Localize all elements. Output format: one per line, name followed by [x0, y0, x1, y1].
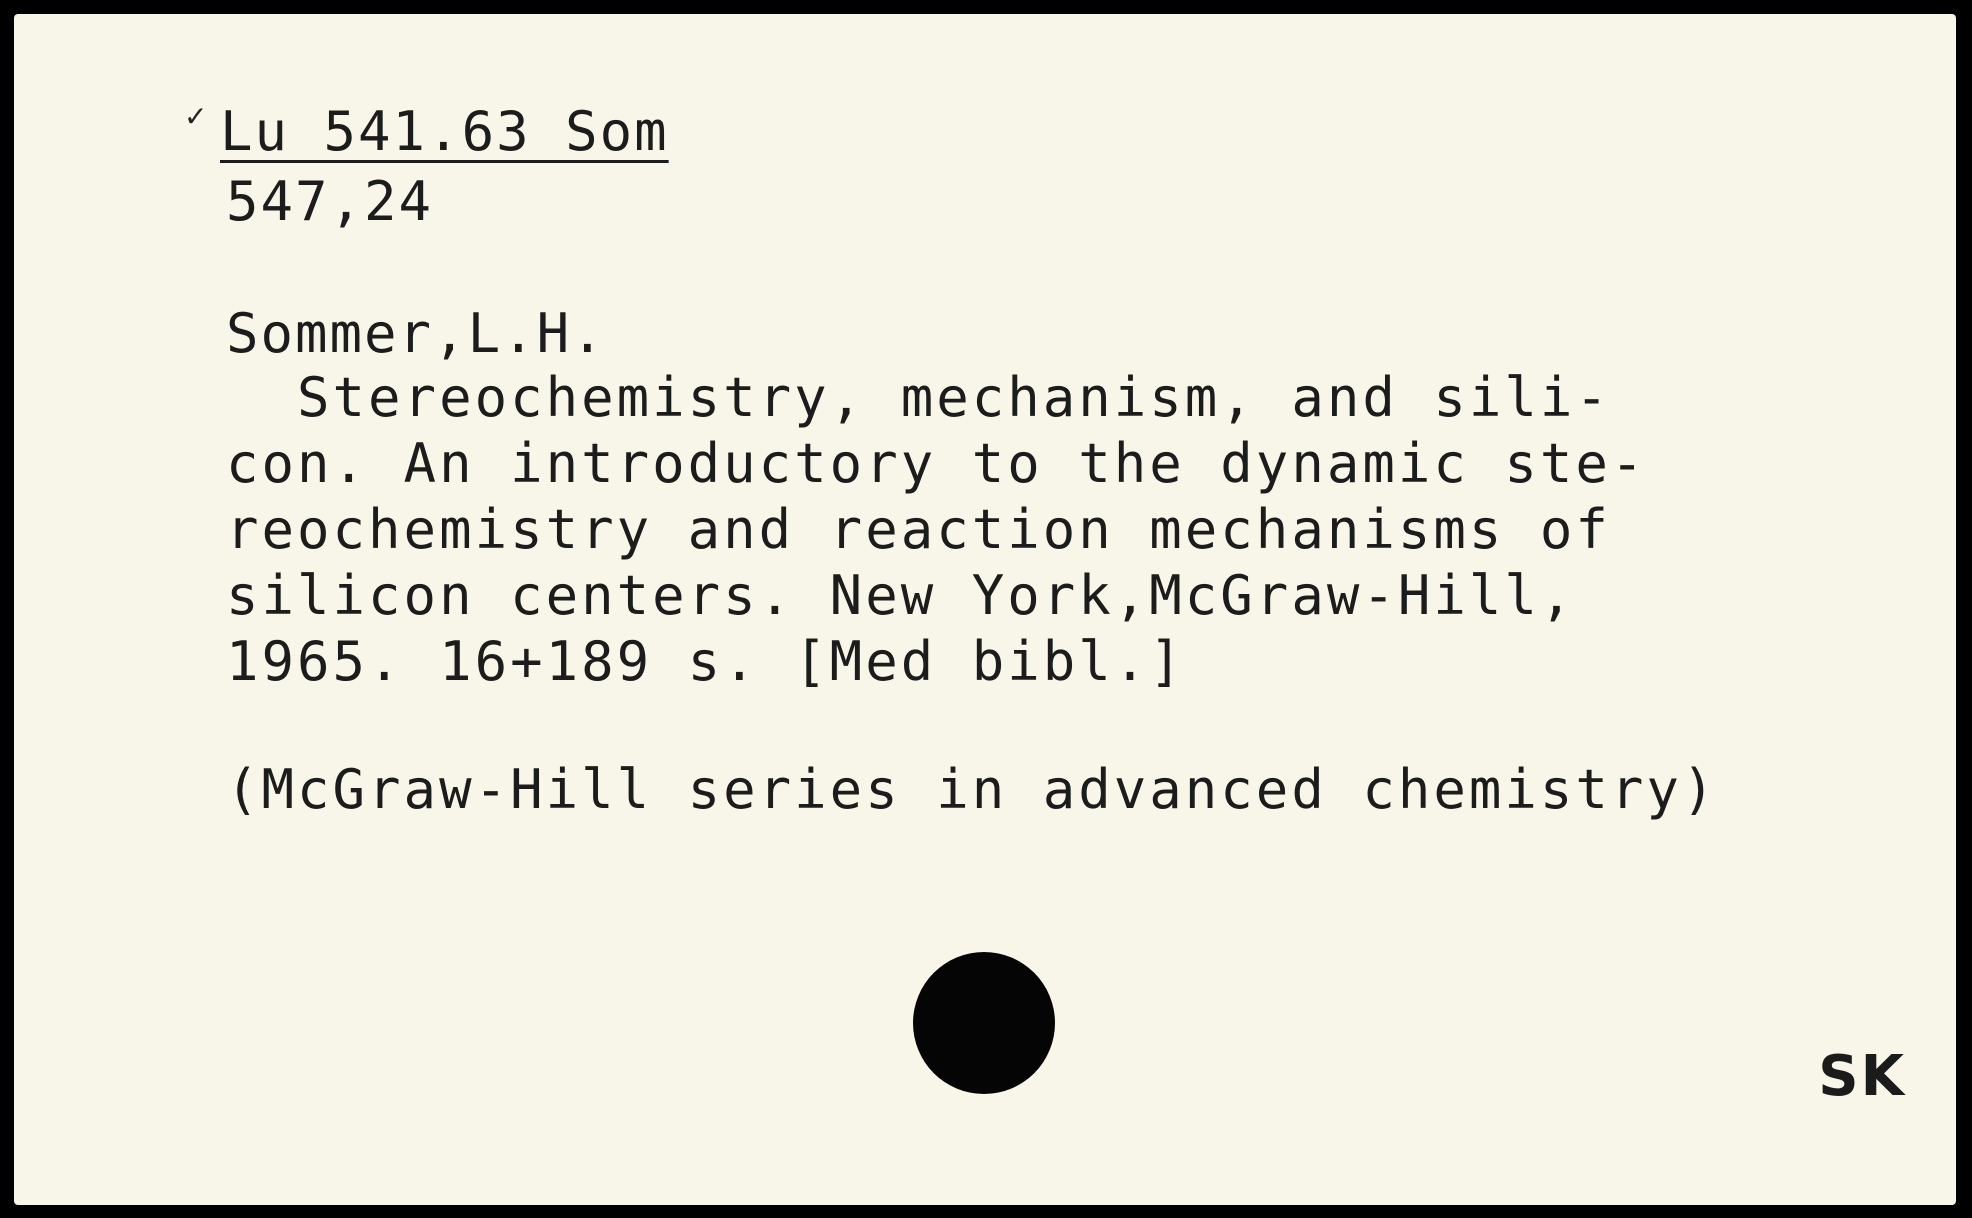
punch-hole [913, 952, 1055, 1094]
author-name: Sommer,L.H. [226, 302, 606, 365]
description-line: 1965. 16+189 s. [Med bibl.] [226, 630, 1185, 693]
call-number: Lu 541.63 Som [220, 100, 669, 163]
check-mark: ✓ [184, 100, 208, 133]
description-line: Stereochemistry, mechanism, and sili- [226, 366, 1611, 429]
series-note: (McGraw-Hill series in advanced chemistry) [226, 758, 1718, 821]
classification-number: 547,24 [226, 170, 434, 233]
description-line: reochemistry and reaction mechanisms of [226, 498, 1611, 561]
description-line: silicon centers. New York,McGraw-Hill, [226, 564, 1576, 627]
catalog-card [14, 14, 1956, 1205]
description-line: con. An introductory to the dynamic ste- [226, 432, 1647, 495]
sk-stamp: SK [1818, 1044, 1906, 1109]
